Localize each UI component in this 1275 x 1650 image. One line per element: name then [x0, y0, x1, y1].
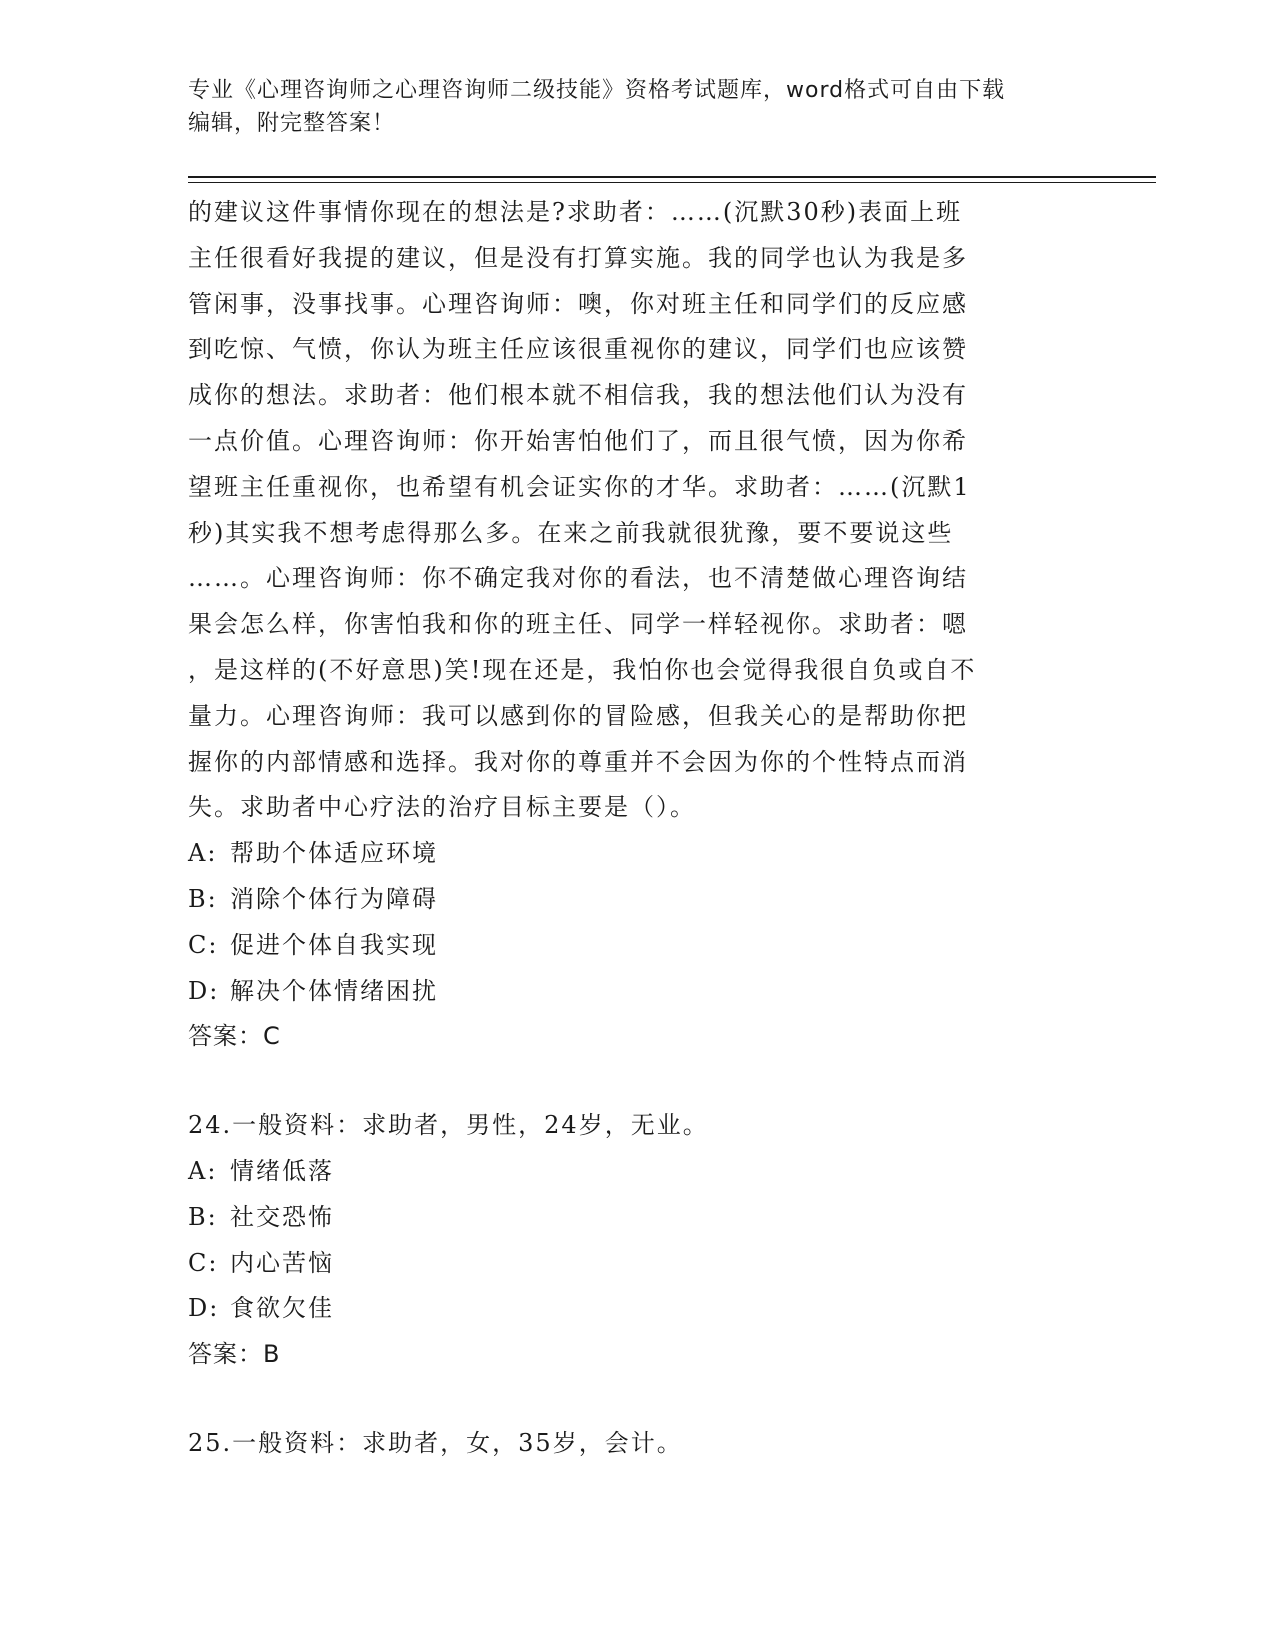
page-header [188, 74, 1068, 140]
passage-line: 望班主任重视你，也希望有机会证实你的才华。求助者：……(沉默1 [188, 472, 971, 501]
header-line-2: 编辑，附完整答案！ [188, 111, 396, 136]
option-letter: D: [188, 1294, 220, 1323]
option-letter: A: [188, 1156, 218, 1185]
option-text: 社交恐怖 [230, 1202, 334, 1231]
passage-line: 的建议这件事情你现在的想法是?求助者：……(沉默30秒)表面上班 [188, 198, 963, 226]
header-divider-thick [188, 176, 1156, 178]
option-d [188, 1286, 1088, 1332]
option-d [188, 969, 1088, 1015]
option-text: 解决个体情绪困扰 [230, 976, 438, 1005]
document-body [188, 190, 1088, 1467]
passage-line: 一点价值。心理咨询师：你开始害怕他们了，而且很气愤，因为你希 [188, 426, 968, 455]
option-letter: B: [188, 884, 218, 913]
option-letter: A: [188, 839, 218, 868]
passage-line: 主任很看好我提的建议，但是没有打算实施。我的同学也认为我是多 [188, 243, 968, 272]
option-text: 促进个体自我实现 [230, 930, 438, 959]
passage-line: 秒)其实我不想考虑得那么多。在来之前我就很犹豫，要不要说这些 [188, 518, 954, 547]
option-text: 情绪低落 [230, 1156, 334, 1185]
passage-line: ，是这样的(不好意思)笑!现在还是，我怕你也会觉得我很自负或自不 [188, 655, 977, 684]
option-c [188, 923, 1088, 969]
option-c [188, 1241, 1088, 1287]
question-24-answer: 答案：B [188, 1340, 281, 1369]
passage-line: 果会怎么样，你害怕我和你的班主任、同学一样轻视你。求助者：嗯 [188, 610, 968, 639]
header-divider-thin [188, 182, 1156, 183]
option-b [188, 877, 1088, 923]
passage-line: 握你的内部情感和选择。我对你的尊重并不会因为你的个性特点而消 [188, 747, 968, 776]
spacer [188, 1378, 1088, 1421]
passage-line: 量力。心理咨询师：我可以感到你的冒险感，但我关心的是帮助你把 [188, 701, 968, 730]
passage-line: 成你的想法。求助者：他们根本就不相信我，我的想法他们认为没有 [188, 381, 968, 410]
option-letter: B: [188, 1202, 218, 1231]
option-b [188, 1195, 1088, 1241]
option-text: 消除个体行为障碍 [230, 884, 438, 913]
option-letter: D: [188, 976, 220, 1005]
question-24-stem: 24.一般资料：求助者，男性，24岁，无业。 [188, 1111, 709, 1140]
passage-line: 管闲事，没事找事。心理咨询师：噢，你对班主任和同学们的反应感 [188, 289, 968, 318]
question-23-answer: 答案：C [188, 1022, 281, 1051]
option-text: 帮助个体适应环境 [230, 839, 438, 868]
passage-line: ……。心理咨询师：你不确定我对你的看法，也不清楚做心理咨询结 [188, 564, 968, 593]
spacer [188, 1060, 1088, 1103]
option-a [188, 831, 1088, 877]
option-a [188, 1149, 1088, 1195]
option-text: 内心苦恼 [230, 1248, 334, 1277]
option-letter: C: [188, 1248, 219, 1277]
passage-line: 失。求助者中心疗法的治疗目标主要是（）。 [188, 793, 696, 822]
option-letter: C: [188, 930, 219, 959]
passage-line: 到吃惊、气愤，你认为班主任应该很重视你的建议，同学们也应该赞 [188, 335, 968, 364]
question-23-passage [188, 190, 1088, 831]
question-25-stem: 25.一般资料：求助者，女，35岁，会计。 [188, 1428, 683, 1457]
option-text: 食欲欠佳 [230, 1294, 334, 1323]
question-24-options [188, 1149, 1088, 1332]
question-23-options [188, 831, 1088, 1014]
header-line-1: 专业《心理咨询师之心理咨询师二级技能》资格考试题库，word格式可自由下载 [188, 78, 1006, 103]
